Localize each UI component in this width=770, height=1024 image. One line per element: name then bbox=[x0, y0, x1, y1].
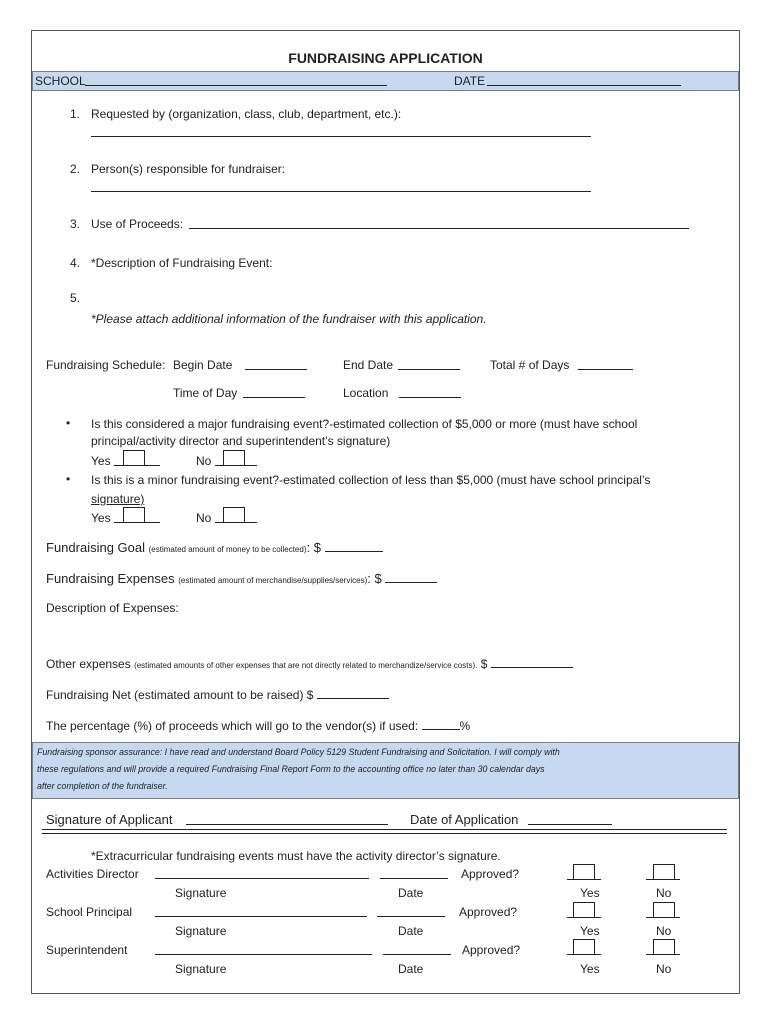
minor-yes-label: Yes bbox=[91, 511, 111, 525]
goal-label: Fundraising Goal bbox=[46, 540, 145, 555]
form-title: FUNDRAISING APPLICATION bbox=[288, 50, 483, 66]
item-1-number: 1. bbox=[69, 107, 80, 121]
assurance-line-3: after completion of the fundraiser. bbox=[37, 781, 168, 791]
date-caption: Date bbox=[398, 924, 424, 938]
goal-dollar: : $ bbox=[306, 540, 321, 555]
activities-director-label: Activities Director bbox=[46, 867, 139, 881]
superintendent-signature-field[interactable] bbox=[155, 943, 372, 955]
school-field[interactable] bbox=[85, 74, 387, 86]
no-caption: No bbox=[656, 924, 672, 938]
use-of-proceeds-field[interactable] bbox=[189, 217, 689, 229]
yes-line bbox=[567, 943, 601, 955]
total-days-label: Total # of Days bbox=[490, 358, 570, 372]
applicant-signature-field[interactable] bbox=[186, 813, 388, 825]
attach-note: *Please attach additional information of the fundraiser with this application. bbox=[91, 312, 487, 326]
bullet-icon: • bbox=[66, 416, 71, 430]
net-label: Fundraising Net (estimated amount to be raised) $ bbox=[46, 688, 314, 702]
item-4-number: 4. bbox=[69, 256, 80, 270]
yes-caption: Yes bbox=[580, 962, 600, 976]
date-field[interactable] bbox=[487, 74, 681, 86]
major-event-question-cont: principal/activity director and superintendent’s signature) bbox=[91, 434, 391, 448]
no-caption: No bbox=[656, 962, 672, 976]
yes-caption: Yes bbox=[580, 886, 600, 900]
no-line bbox=[646, 906, 680, 918]
assurance-line-1: Fundraising sponsor assurance: I have read and understand Board Policy 5129 Student Fundraising and Solicitation. I will comply with bbox=[37, 747, 560, 757]
no-line bbox=[646, 943, 680, 955]
date-caption: Date bbox=[398, 962, 424, 976]
signature-caption: Signature bbox=[175, 924, 227, 938]
superintendent-date-field[interactable] bbox=[383, 943, 451, 955]
item-3-label: Use of Proceeds: bbox=[91, 217, 184, 231]
location-field[interactable] bbox=[399, 386, 461, 398]
school-principal-date-field[interactable] bbox=[377, 905, 445, 917]
bullet-icon: • bbox=[66, 472, 71, 486]
percentage-row bbox=[46, 718, 470, 733]
expenses-note: (estimated amount of merchandise/supplies/services) bbox=[178, 576, 368, 585]
other-expenses-field[interactable] bbox=[491, 656, 573, 668]
minor-no-checkbox[interactable] bbox=[223, 507, 245, 523]
goal-note: (estimated amount of money to be collected) bbox=[148, 545, 307, 554]
net-field[interactable] bbox=[317, 687, 389, 699]
assurance-line-2: these regulations and will provide a required Fundraising Final Report Form to the accounting office no later than 30 calendar days bbox=[37, 764, 545, 774]
requested-by-field[interactable] bbox=[91, 125, 591, 137]
item-2-label: Person(s) responsible for fundraiser: bbox=[91, 162, 286, 176]
minor-yes-checkbox[interactable] bbox=[123, 507, 145, 523]
item-5-number: 5. bbox=[69, 291, 80, 305]
begin-date-field[interactable] bbox=[245, 358, 307, 370]
goal-row bbox=[46, 540, 383, 555]
major-no-label: No bbox=[196, 454, 212, 468]
goal-field[interactable] bbox=[325, 540, 383, 552]
school-label: SCHOOL bbox=[35, 74, 86, 88]
major-no-checkbox[interactable] bbox=[223, 450, 245, 466]
time-of-day-field[interactable] bbox=[243, 386, 305, 398]
minor-event-question-cont: signature) bbox=[91, 492, 145, 506]
school-principal-approved-label: Approved? bbox=[459, 905, 518, 919]
major-yes-checkbox[interactable] bbox=[123, 450, 145, 466]
divider bbox=[42, 829, 727, 830]
no-caption: No bbox=[656, 886, 672, 900]
form-page bbox=[31, 30, 740, 994]
percentage-label: The percentage (%) of proceeds which will go to the vendor(s) if used: bbox=[46, 719, 419, 733]
item-1-label: Requested by (organization, class, club, department, etc.): bbox=[91, 107, 402, 121]
net-row bbox=[46, 687, 389, 702]
assurance-band bbox=[32, 742, 739, 799]
no-line bbox=[646, 868, 680, 880]
other-expenses-row bbox=[46, 656, 573, 671]
signature-caption: Signature bbox=[175, 886, 227, 900]
activities-director-approved-label: Approved? bbox=[461, 867, 520, 881]
major-event-question: Is this considered a major fundraising event?-estimated collection of $5,000 or more (must have school bbox=[91, 417, 638, 431]
application-date-field[interactable] bbox=[528, 813, 612, 825]
header-band bbox=[32, 71, 739, 91]
expenses-field[interactable] bbox=[385, 571, 437, 583]
schedule-label: Fundraising Schedule: bbox=[46, 358, 166, 372]
applicant-signature-label: Signature of Applicant bbox=[46, 812, 173, 827]
divider bbox=[42, 833, 727, 834]
responsible-field[interactable] bbox=[91, 180, 591, 192]
yes-line bbox=[567, 906, 601, 918]
other-expenses-dollar: $ bbox=[480, 657, 488, 671]
major-yes-label: Yes bbox=[91, 454, 111, 468]
extracurricular-note: *Extracurricular fundraising events must have the activity director’s signature. bbox=[91, 849, 501, 863]
date-caption: Date bbox=[398, 886, 424, 900]
end-date-label: End Date bbox=[343, 358, 394, 372]
date-label: DATE bbox=[454, 74, 486, 88]
superintendent-approved-label: Approved? bbox=[462, 943, 521, 957]
begin-date-label: Begin Date bbox=[173, 358, 233, 372]
other-expenses-note: (estimated amounts of other expenses that are not directly related to merchandize/service costs). bbox=[134, 661, 478, 670]
item-2-number: 2. bbox=[69, 162, 80, 176]
location-label: Location bbox=[343, 386, 389, 400]
minor-no-label: No bbox=[196, 511, 212, 525]
signature-caption: Signature bbox=[175, 962, 227, 976]
application-date-label: Date of Application bbox=[410, 812, 519, 827]
total-days-field[interactable] bbox=[578, 358, 633, 370]
expenses-label: Fundraising Expenses bbox=[46, 571, 175, 586]
yes-caption: Yes bbox=[580, 924, 600, 938]
school-principal-label: School Principal bbox=[46, 905, 133, 919]
other-expenses-label: Other expenses bbox=[46, 657, 131, 671]
percentage-suffix: % bbox=[459, 719, 471, 733]
activities-director-signature-field[interactable] bbox=[155, 867, 369, 879]
percentage-field[interactable] bbox=[422, 718, 460, 730]
expenses-dollar: : $ bbox=[367, 571, 382, 586]
item-3-number: 3. bbox=[69, 217, 80, 231]
time-of-day-label: Time of Day bbox=[173, 386, 238, 400]
activities-director-date-field[interactable] bbox=[380, 867, 448, 879]
item-4-label: *Description of Fundraising Event: bbox=[91, 256, 273, 270]
description-expenses-label: Description of Expenses: bbox=[46, 601, 179, 615]
expenses-row bbox=[46, 571, 437, 586]
superintendent-label: Superintendent bbox=[46, 943, 128, 957]
school-principal-signature-field[interactable] bbox=[155, 905, 367, 917]
minor-event-question: Is this is a minor fundraising event?-estimated collection of less than $5,000 (must have school principal’s bbox=[91, 473, 651, 487]
end-date-field[interactable] bbox=[398, 358, 460, 370]
yes-line bbox=[567, 868, 601, 880]
